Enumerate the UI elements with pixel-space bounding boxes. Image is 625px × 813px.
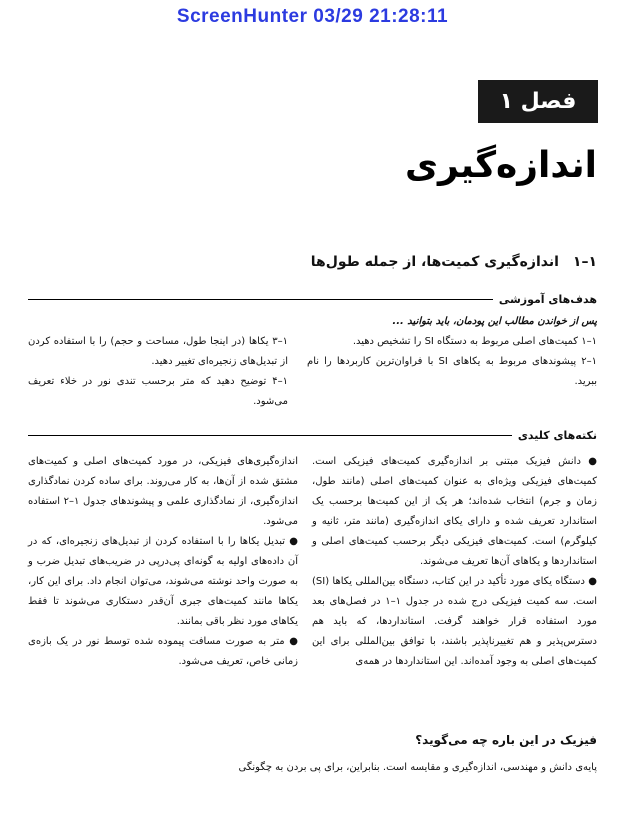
section-title: اندازه‌گیری کمیت‌ها، از جمله طول‌ها [310, 254, 559, 270]
key-ideas-heading-row [28, 428, 597, 442]
section-question-heading: فیزیک در این باره چه می‌گوید؟ [415, 733, 597, 747]
objectives-heading-row [28, 292, 597, 306]
chapter-title: اندازه‌گیری [405, 145, 597, 186]
key-idea-paragraph: ● دستگاه یکای مورد تأکید در این کتاب، دستگاه بین‌المللی یکاها (SI) است. سه کمیت فیزیکی درج شده در جدول ۱–۱ در فصل‌های بعد مورد استفاده قرار خواهند گرفت. استانداردها، که باید هم دسترس‌پذیر و هم تغییرناپذیر باشند، با توافق بین‌المللی برای این کمیت‌های اصلی به وجود آمده‌اند. این استانداردها در همه‌ی [312, 576, 597, 667]
key-ideas-heading: نکته‌های کلیدی [517, 428, 597, 442]
key-idea-paragraph: ● متر به صورت مسافت پیموده شده توسط نور در یک بازه‌ی زمانی خاص، تعریف می‌شود. [28, 636, 298, 667]
objectives-lead: پس از خواندن مطالب این پودمان، باید بتوانید ... [392, 316, 597, 327]
key-ideas-right-column [312, 452, 597, 672]
objective-item: ۱–۳ یکاها (در اینجا طول، مساحت و حجم) را با استفاده کردن از تبدیل‌های زنجیره‌ای تغییر دهید. [28, 336, 288, 367]
key-idea-paragraph: ● دانش فیزیک مبتنی بر اندازه‌گیری کمیت‌های فیزیکی است. کمیت‌های فیزیکی ویژه‌ای به عنوان کمیت‌های اصلی (مانند طول، زمان و جرم) انتخاب شده‌اند؛ هر یک از این کمیت‌ها برحسب یک استاندارد تعریف شده و دارای یکای اندازه‌گیری (مانند متر، ثانیه و کیلوگرم) است. کمیت‌های فیزیکی دیگر برحسب کمیت‌های اصلی و استانداردها و یکاهای آن‌ها تعریف می‌شوند. [312, 456, 597, 567]
screenshot-watermark: ScreenHunter 03/29 21:28:11 [176, 6, 449, 27]
chapter-label [478, 80, 598, 123]
section-heading [300, 254, 597, 270]
divider [28, 435, 512, 436]
section-number: ۱–۱ [572, 254, 597, 270]
key-idea-paragraph: اندازه‌گیری‌های فیزیکی، در مورد کمیت‌های اصلی و کمیت‌های مشتق شده از آن‌ها، به کار می‌روند. برای ساده کردن نمادگذاری اندازه‌گیری، از نمادگذاری علمی و پیشوندهای جدول ۱–۲ استفاده می‌شود. [28, 456, 298, 527]
objectives-right-column [307, 312, 597, 392]
key-idea-paragraph: ● تبدیل یکاها را با استفاده کردن از تبدیل‌های زنجیره‌ای، که در آن داده‌های اولیه به گونه‌ای پی‌درپی در ضریب‌های تبدیل ضرب و به صورت واحد نوشته می‌شوند، می‌توان انجام داد. برای این کار، یکاها مانند کمیت‌های جبری آن‌قدر دستکاری می‌شوند تا فقط یکاهای مورد نظر باقی بمانند. [28, 536, 298, 627]
chapter-label-text: فصل ۱ [499, 89, 577, 114]
objectives-heading: هدف‌های آموزشی [498, 292, 597, 306]
key-ideas-left-column [28, 452, 298, 672]
objectives-left-column [28, 332, 288, 412]
objective-item: ۱–۱ کمیت‌های اصلی مربوط به دستگاه SI را تشخیص دهید. [352, 336, 597, 347]
objective-item: ۱–۴ توضیح دهید که متر برحسب تندی نور در خلاء تعریف می‌شود. [28, 376, 288, 407]
objective-item: ۱–۲ پیشوندهای مربوط به یکاهای SI با فراوان‌ترین کاربردها را نام ببرید. [307, 356, 597, 387]
divider [28, 299, 493, 300]
body-text: پایه‌ی دانش و مهندسی، اندازه‌گیری و مقایسه است. بنابراین، برای پی بردن به چگونگی [238, 762, 597, 773]
